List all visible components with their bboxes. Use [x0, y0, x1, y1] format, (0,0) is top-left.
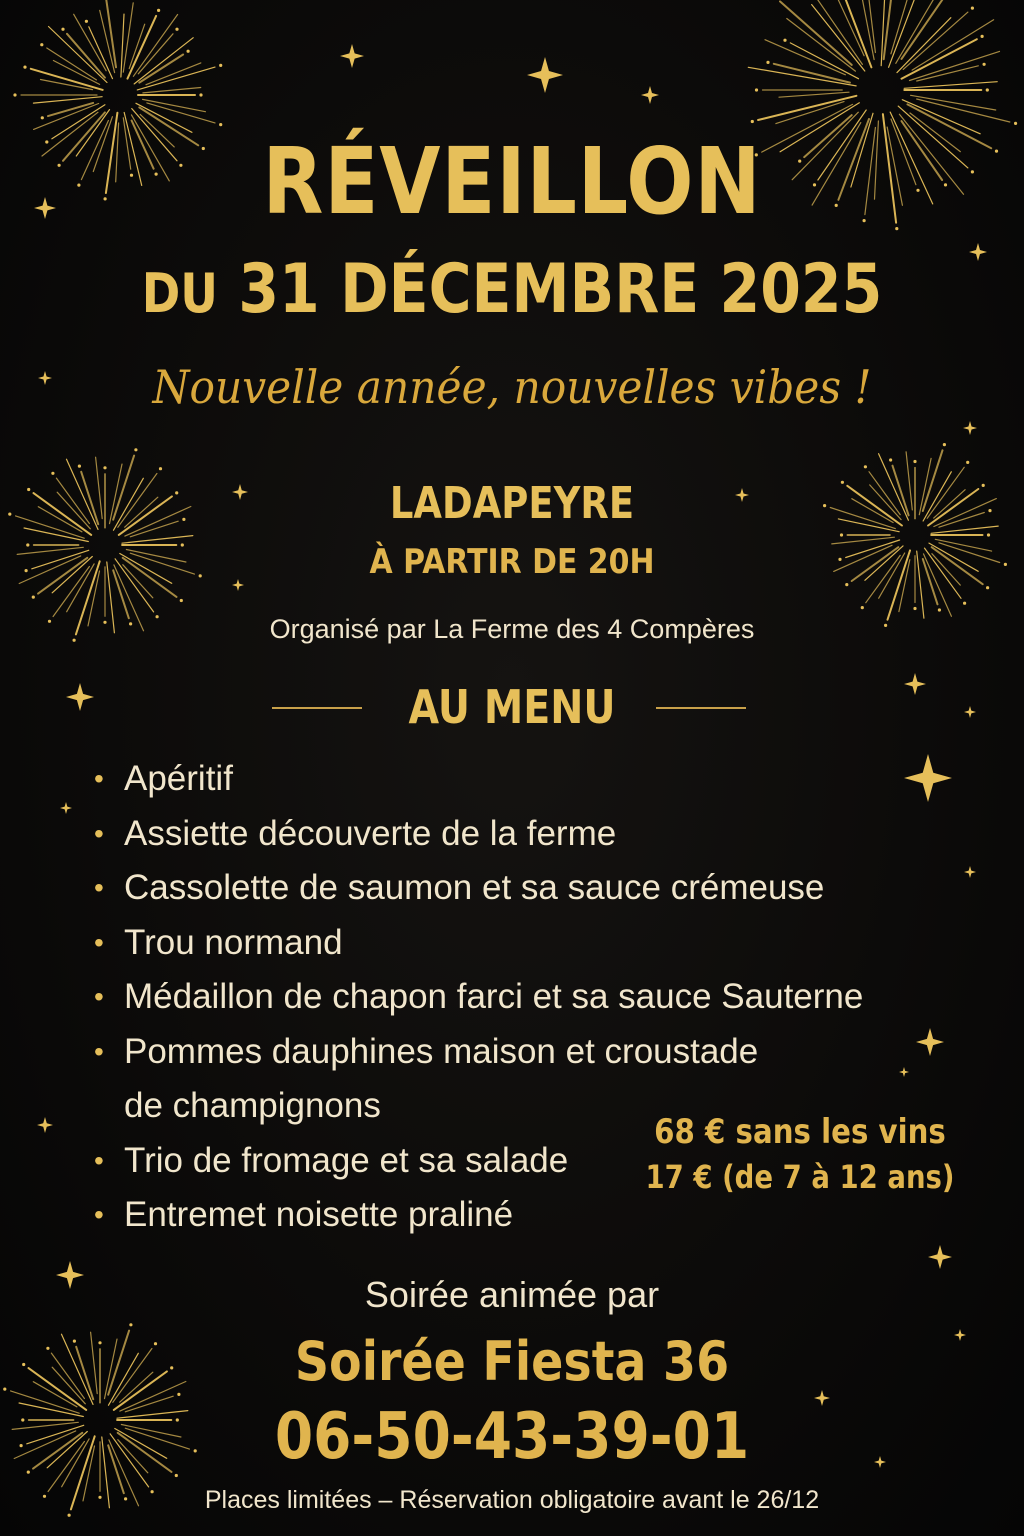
event-date-line	[72, 250, 953, 329]
sparkle-star-icon	[527, 57, 563, 93]
sparkle-star-icon	[34, 197, 56, 219]
sparkle-star-icon	[964, 706, 976, 718]
sparkle-star-icon	[969, 243, 987, 261]
event-organizer: Organisé par La Ferme des 4 Compères	[269, 614, 755, 644]
menu-item	[94, 807, 863, 862]
sparkle-star-icon	[340, 44, 364, 68]
price-child: 17 € (de 7 à 12 ans)	[645, 1158, 955, 1196]
sparkle-star-icon	[963, 421, 977, 435]
sparkle-star-icon	[904, 754, 952, 802]
sparkle-star-icon	[928, 1245, 952, 1269]
bullet: •	[94, 981, 104, 1012]
reservation-notice: Places limitées – Réservation obligatoire avant le 26/12	[204, 1486, 820, 1514]
sparkle-star-icon	[60, 802, 72, 814]
menu-heading: AU MENU	[408, 680, 616, 734]
menu-item-text: Entremet noisette praliné	[124, 1195, 514, 1234]
menu-item	[94, 1188, 863, 1243]
tagline: Nouvelle année, nouvelles vibes !	[152, 360, 872, 414]
sparkle-star-icon	[641, 86, 659, 104]
menu-item-text: Trou normand	[124, 922, 343, 962]
bullet: •	[94, 872, 104, 903]
event-time: À PARTIR DE 20H	[369, 542, 655, 582]
date-prefix: DU	[141, 262, 218, 325]
menu-item	[94, 861, 863, 916]
bullet: •	[94, 763, 104, 794]
menu-item-text: Médaillon de chapon farci et sa sauce Sauterne	[124, 977, 864, 1016]
menu-item-text: Trio de fromage et sa salade	[124, 1140, 569, 1180]
sparkle-star-icon	[899, 1067, 909, 1077]
event-date: 31 DÉCEMBRE 2025	[238, 250, 883, 329]
entertainment-intro: Soirée animée par	[364, 1274, 660, 1315]
heading-divider-right	[656, 707, 746, 709]
sparkle-star-icon	[37, 1117, 53, 1133]
event-location: LADAPEYRE	[389, 478, 635, 529]
contact-phone: 06-50-43-39-01	[274, 1400, 750, 1474]
menu-item-text: Pommes dauphines maison et croustade	[124, 1031, 759, 1071]
bullet: •	[94, 817, 104, 849]
firework-burst-icon	[823, 443, 1007, 627]
menu-item	[94, 970, 863, 1025]
bullet: •	[94, 1199, 104, 1230]
event-title: RÉVEILLON	[262, 128, 762, 235]
menu-item-text: Apéritif	[124, 759, 233, 798]
sparkle-star-icon	[916, 1028, 944, 1056]
sparkle-star-icon	[964, 866, 976, 878]
bullet: •	[94, 926, 104, 958]
menu-item-text: Assiette découverte de la ferme	[124, 813, 617, 853]
bullet: •	[94, 1035, 104, 1067]
menu-item	[94, 1025, 863, 1080]
menu-item	[94, 752, 863, 807]
menu-item-text: de champignons	[124, 1086, 381, 1125]
entertainment-name: Soirée Fiesta 36	[294, 1330, 730, 1393]
bullet: •	[94, 1144, 104, 1176]
price-adult: 68 € sans les vins	[654, 1112, 946, 1152]
menu-item	[94, 916, 863, 971]
menu-item-text: Cassolette de saumon et sa sauce crémeuse	[124, 868, 825, 907]
